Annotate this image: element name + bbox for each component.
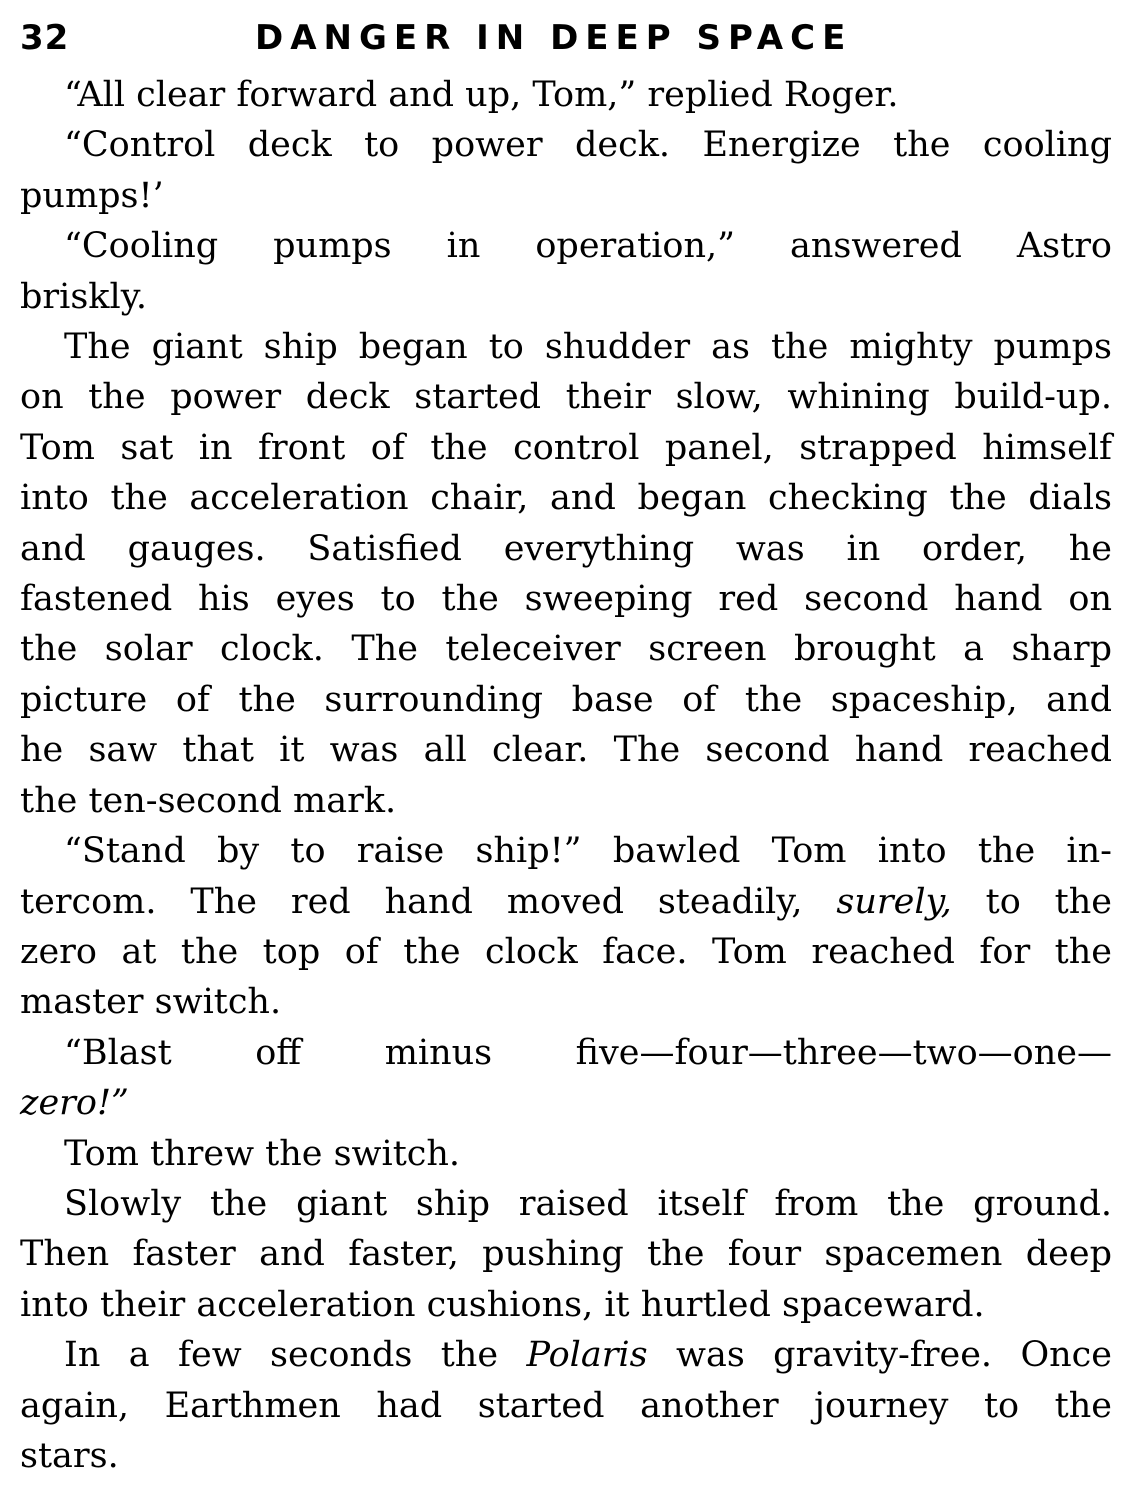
text-line: fastened his eyes to the sweeping red second hand on: [20, 579, 1112, 620]
text-line: Tom sat in front of the control panel, strapped himself: [20, 427, 1112, 468]
text-line: zero at the top of the clock face. Tom reached for the: [20, 931, 1112, 972]
running-head-title: DANGER IN DEEP SPACE: [255, 18, 853, 58]
text-line: the solar clock. The teleceiver screen brought a sharp: [20, 629, 1112, 670]
body-text: [20, 70, 1112, 1481]
text-line: pumps!’: [20, 175, 164, 216]
text-line: Then faster and faster, pushing the four spacemen deep: [20, 1234, 1112, 1275]
text-line: stars.: [20, 1435, 119, 1476]
text-line: the ten-second mark.: [20, 780, 397, 821]
text-line: “Control deck to power deck. Energize the cooling: [64, 125, 1112, 166]
text-line: into the acceleration chair, and began checking the dials: [20, 478, 1112, 519]
italic-text: surely,: [836, 881, 952, 922]
text-run: In a few seconds the: [64, 1335, 527, 1376]
book-page: [20, 14, 1112, 1481]
text-line: he saw that it was all clear. The second hand reached: [20, 730, 1112, 771]
text-line: and gauges. Satisfied everything was in order, he: [20, 528, 1112, 569]
text-run: was gravity-free. Once: [647, 1335, 1112, 1376]
text-line: on the power deck started their slow, whining build-up.: [20, 377, 1112, 418]
page-header: [20, 14, 1112, 70]
text-line: “Blast off minus five—four—three—two—one—: [64, 1032, 1112, 1073]
text-run: to the: [951, 881, 1112, 922]
text-line: Tom threw the switch.: [64, 1133, 461, 1174]
text-line: “All clear forward and up, Tom,” replied Roger.: [64, 75, 899, 115]
text-line: briskly.: [20, 276, 147, 317]
text-line: again, Earthmen had started another journey to the: [20, 1385, 1112, 1426]
text-line: picture of the surrounding base of the spaceship, and: [20, 679, 1112, 720]
text-run: tercom. The red hand moved steadily,: [20, 881, 837, 922]
page-number: 32: [20, 18, 70, 58]
italic-text: Polaris: [526, 1335, 648, 1376]
text-line: into their acceleration cushions, it hurtled spaceward.: [20, 1284, 985, 1325]
text-line: [20, 1330, 1112, 1380]
text-line: Slowly the giant ship raised itself from the ground.: [64, 1183, 1112, 1224]
text-line: “Cooling pumps in operation,” answered Astro: [64, 226, 1112, 267]
text-line: [20, 877, 1112, 927]
text-line: “Stand by to raise ship!” bawled Tom into the in-: [64, 831, 1112, 872]
text-line: [20, 1078, 1112, 1128]
italic-text: zero!”: [20, 1083, 129, 1124]
text-line: master switch.: [20, 982, 282, 1023]
text-line: The giant ship began to shudder as the mighty pumps: [64, 327, 1112, 368]
